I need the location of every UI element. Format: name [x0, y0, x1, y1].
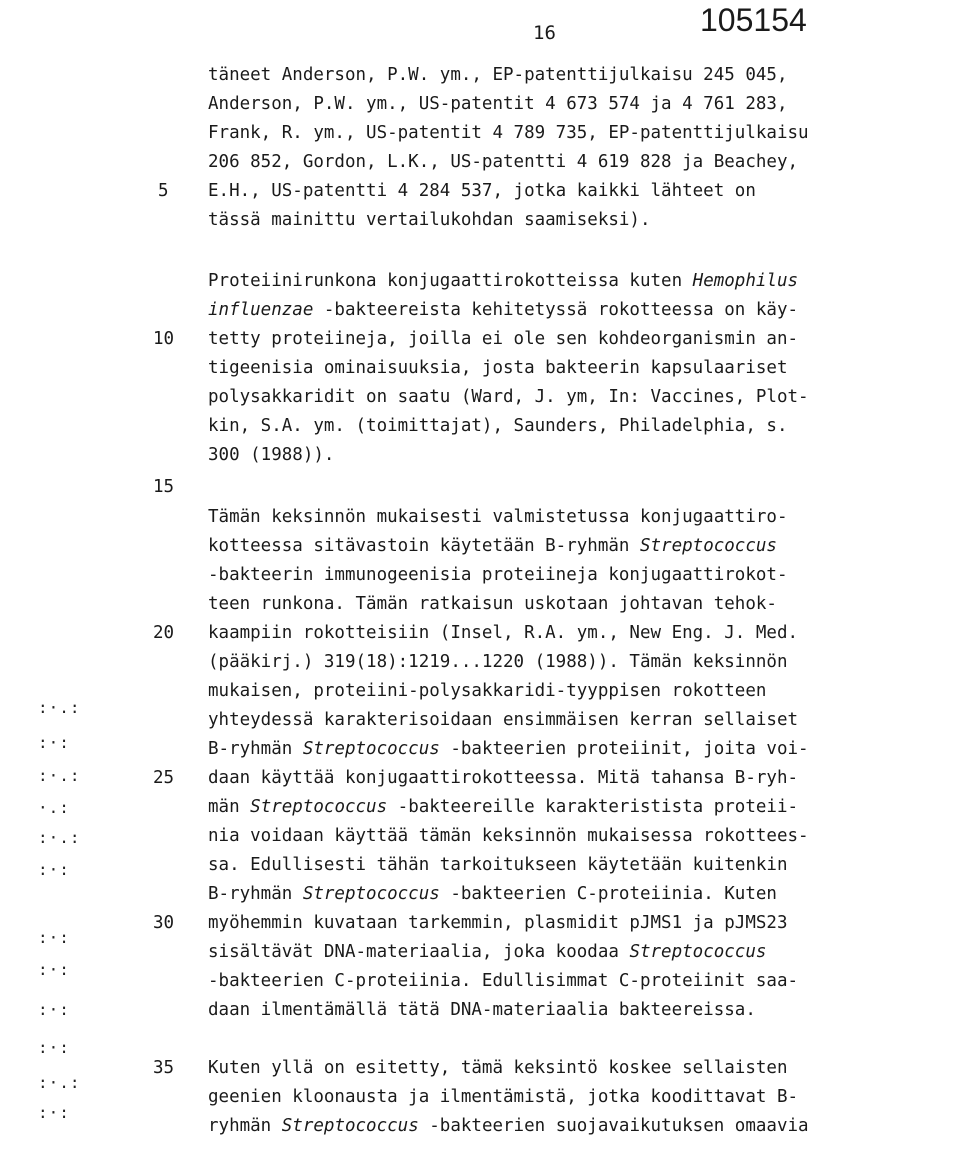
margin-dot-mark: :·.: — [38, 828, 81, 847]
margin-dot-mark: :·: — [38, 960, 70, 979]
text-line: teen runkona. Tämän ratkaisun uskotaan johtavan tehok- — [208, 594, 777, 614]
text-line: tigeenisia ominaisuuksia, josta bakteerin kapsulaariset — [208, 358, 788, 378]
text-run: -bakteereille karakteristista proteii- — [387, 797, 799, 817]
text-line: Kuten yllä on esitetty, tämä keksintö koskee sellaisten — [208, 1058, 788, 1078]
text-run: -bakteerien C-proteiinia. Kuten — [439, 884, 777, 904]
text-line — [208, 944, 766, 962]
text-line — [208, 741, 809, 759]
text-run: B-ryhmän — [208, 739, 303, 759]
margin-dot-mark: :·: — [38, 928, 70, 947]
text-line: täneet Anderson, P.W. ym., EP-patenttijulkaisu 245 045, — [208, 65, 788, 85]
text-line: -bakteerien C-proteiinia. Edullisimmat C-proteiinit saa- — [208, 971, 799, 991]
text-line: tetty proteiineja, joilla ei ole sen kohdeorganismin an- — [208, 329, 799, 349]
text-run: män — [208, 797, 251, 817]
line-number: 5 — [158, 181, 169, 201]
text-line: daan ilmentämällä tätä DNA-materiaalia bakteereissa. — [208, 1000, 756, 1020]
text-line: daan käyttää konjugaattirokotteessa. Mitä tahansa B-ryh- — [208, 768, 799, 788]
line-number: 25 — [153, 768, 175, 788]
text-line: sa. Edullisesti tähän tarkoitukseen käytetään kuitenkin — [208, 855, 788, 875]
text-line: kaampiin rokotteisiin (Insel, R.A. ym., New Eng. J. Med. — [208, 623, 799, 643]
line-number: 15 — [153, 477, 175, 497]
margin-dot-mark: :·: — [38, 1000, 70, 1019]
text-line: mukaisen, proteiini-polysakkaridi-tyyppisen rokotteen — [208, 681, 767, 701]
document-number: 105154 — [700, 2, 807, 38]
text-line: Frank, R. ym., US-patentit 4 789 735, EP-patenttijulkaisu — [208, 123, 809, 143]
text-line: 300 (1988)). — [208, 445, 335, 465]
text-run: Proteiinirunkona konjugaattirokotteissa kuten — [208, 271, 693, 291]
text-line — [208, 1118, 809, 1136]
text-run: B-ryhmän — [208, 884, 303, 904]
text-line: E.H., US-patentti 4 284 537, jotka kaikki lähteet on — [208, 181, 756, 201]
text-line: -bakteerin immunogeenisia proteiineja konjugaattirokot- — [208, 565, 788, 585]
species-name: Streptococcus — [250, 797, 388, 817]
text-line — [208, 799, 798, 817]
text-run: sisältävät DNA-materiaalia, joka koodaa — [208, 942, 630, 962]
text-line: nia voidaan käyttää tämän keksinnön mukaisessa rokottees- — [208, 826, 809, 846]
text-line: Tämän keksinnön mukaisesti valmistetussa konjugaattiro- — [208, 507, 788, 527]
line-number: 10 — [153, 329, 175, 349]
text-run: kotteessa sitävastoin käytetään B-ryhmän — [208, 536, 640, 556]
line-number: 30 — [153, 913, 175, 933]
margin-dot-mark: :·: — [38, 733, 70, 752]
text-line: geenien kloonausta ja ilmentämistä, jotka koodittavat B- — [208, 1087, 799, 1107]
text-run: -bakteereista kehitetyssä rokotteessa on käy- — [313, 300, 799, 320]
species-name: Streptococcus — [639, 536, 777, 556]
species-name: Streptococcus — [629, 942, 767, 962]
text-line — [208, 273, 798, 291]
text-line: tässä mainittu vertailukohdan saamiseksi). — [208, 210, 651, 230]
margin-dot-mark: :·.: — [38, 766, 81, 785]
text-line — [208, 886, 777, 904]
text-line: polysakkaridit on saatu (Ward, J. ym, In: Vaccines, Plot- — [208, 387, 809, 407]
margin-dot-mark: ·.: — [38, 798, 70, 817]
text-run: ryhmän — [208, 1116, 282, 1136]
species-name: influenzae — [208, 300, 314, 320]
species-name: Streptococcus — [302, 739, 440, 759]
text-line: (pääkirj.) 319(18):1219...1220 (1988)). Tämän keksinnön — [208, 652, 788, 672]
margin-dot-mark: :·.: — [38, 698, 81, 717]
margin-dot-mark: :·: — [38, 1038, 70, 1057]
page-number: 16 — [533, 22, 556, 44]
text-line: myöhemmin kuvataan tarkemmin, plasmidit pJMS1 ja pJMS23 — [208, 913, 788, 933]
text-line: kin, S.A. ym. (toimittajat), Saunders, Philadelphia, s. — [208, 416, 788, 436]
margin-dot-mark: :·.: — [38, 1073, 81, 1092]
species-name: Streptococcus — [281, 1116, 419, 1136]
line-number: 35 — [153, 1058, 175, 1078]
text-run: -bakteerien suojavaikutuksen omaavia — [418, 1116, 809, 1136]
line-number: 20 — [153, 623, 175, 643]
text-line — [208, 538, 777, 556]
text-line: yhteydessä karakterisoidaan ensimmäisen kerran sellaiset — [208, 710, 799, 730]
text-run: -bakteerien proteiinit, joita voi- — [439, 739, 809, 759]
text-line: 206 852, Gordon, L.K., US-patentti 4 619 828 ja Beachey, — [208, 152, 799, 172]
text-line: Anderson, P.W. ym., US-patentit 4 673 574 ja 4 761 283, — [208, 94, 788, 114]
species-name: Streptococcus — [302, 884, 440, 904]
species-name: Hemophilus — [692, 271, 799, 291]
text-line — [208, 302, 798, 320]
margin-dot-mark: :·: — [38, 1103, 70, 1122]
margin-dot-mark: :·: — [38, 860, 70, 879]
